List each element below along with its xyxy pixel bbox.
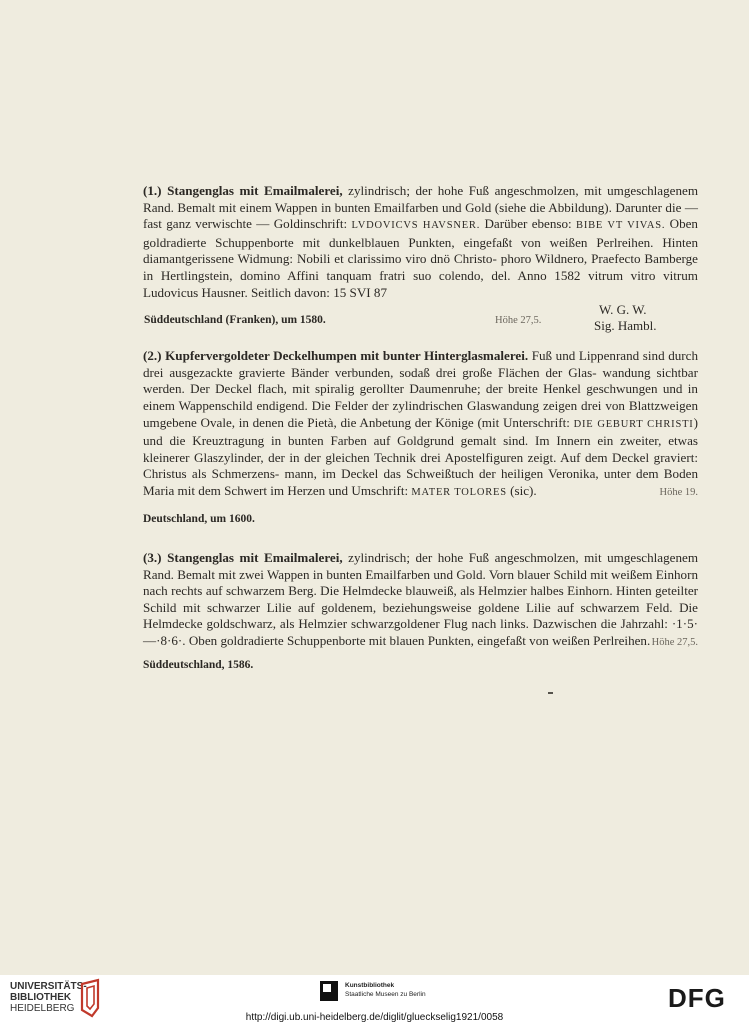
entry-1-line-7: del. Anno 1582 vitrum vitro vitrum Ludovicus Hausner. Seitlich davon: 15 SVI 87 (143, 267, 698, 300)
entry-2-number: (2.) (143, 348, 162, 364)
entry-2-inscription-1: DIE GEBURT CHRISTI (573, 418, 694, 430)
entry-3-line-1: zylindrisch; der hohe Fuß angeschmolzen, mit umgeschlagenem (342, 550, 698, 566)
entry-2-title: Kupfervergoldeter Deckelhumpen mit bunter Hinterglasmalerei. (165, 348, 529, 364)
entry-2-text (143, 348, 698, 501)
entry-2-line-1: Fuß und Lippenrand (528, 348, 640, 364)
ub-line-2: BIBLIOTHEK (10, 992, 72, 1003)
entry-2-line-3: wandung sichtbar werden. Der Deckel flach, mit spiralig gerollter Daumenruhe; der breite (143, 364, 698, 397)
entry-1-after-inscription: Darüber ebenso: (480, 216, 572, 232)
source-url[interactable]: http://digi.ub.uni-heidelberg.de/diglit/glueckselig1921/0058 (245, 1012, 504, 1023)
ub-line-3: HEIDELBERG (10, 1003, 75, 1014)
entry-1-line-2: Rand. Bemalt mit einem Wappen in bunten Emailfarben und Gold (siehe die Abbildung). (143, 199, 612, 215)
entry-3-title: Stangenglas mit Emailmalerei, (167, 550, 343, 566)
entry-2-line-5: Glaswandung zeigen drei von Blattzweigen umgebene Ovale, in denen die Pietà, die Anbetung (143, 397, 698, 430)
ub-heidelberg-logo[interactable] (10, 981, 87, 1014)
entry-3-line-5: goldene Lilie auf schwarzem Feld. Die Helmdecke goldschwarz, als Helmzier schwarzgoldener (143, 599, 698, 632)
entry-2-line-9: mann, im Deckel das Schweißtuch der heiligen Veronika, unter dem Boden Maria mit dem (143, 466, 698, 498)
dfg-text: DFG (668, 986, 726, 1010)
entry-2-origin: Deutschland, um 1600. (143, 512, 255, 525)
entry-3-number: (3.) (143, 550, 162, 566)
entry-1-line-1: zylindrisch; der hohe Fuß angeschmolzen, mit umgeschlagenem (342, 183, 698, 198)
page-mark (548, 692, 553, 694)
kb-line-2: Staatliche Museen zu Berlin (345, 991, 426, 998)
entry-2-line-2: sind durch drei ausgezackte gravierte Bänder verbunden, sodaß drei große Flächen der Glas- (143, 348, 699, 380)
entry-2-inscription-2: MATER TOLORES (411, 486, 507, 498)
entry-1-number: (1.) (143, 183, 162, 198)
entry-2-line-4: Henkel geschwungen und in einem Wappenschild endigend. Die Felder der zylindrischen (143, 381, 698, 413)
entry-3-text (143, 550, 698, 650)
entry-3-origin: Süddeutschland, 1586. (143, 658, 254, 671)
entry-2-line-7: auf Goldgrund gemalt sind. Im Innern ein zweiter, etwas kleinerer Glaszylinder, der in der (143, 433, 699, 465)
entry-1-height: Höhe 27,5. (495, 315, 542, 327)
entry-1-line-4: Oben goldradierte Schuppenborte mit dunkelblauen Punkten, eingefaßt von (143, 216, 698, 250)
entry-2-after-inscription-2: (sic). (506, 482, 537, 498)
entry-3-line-7: blauen Punkten, eingefaßt von weißen Perlreihen. (389, 633, 651, 649)
entry-2-line-10: Schwert im Herzen und Umschrift: (224, 482, 412, 498)
entry-1-motto: BIBE VT VIVAS. (576, 220, 666, 232)
entry-3-line-4: halbes Einhorn. Hinten geteilter Schild mit schwarzer Lilie auf goldenem, beziehungsweise (143, 583, 699, 615)
entry-1-inscription: LVDOVICVS HAVSNER. (351, 220, 481, 232)
entry-3-line-2: Rand. Bemalt mit zwei Wappen in bunten Emailfarben und Gold. Vorn blauer Schild mit (143, 566, 608, 582)
catalogue-text (143, 183, 698, 673)
entry-1-text (143, 183, 698, 301)
catalogue-entry-2 (143, 348, 698, 527)
entry-3-line-6: Flug nach links. Dazwischen die Jahrzahl: ·1·5·—·8·6·. Oben goldradierte Schuppenborte mit (143, 616, 698, 649)
entry-1-line-5: weißen Perlreihen. Hinten diamantgerissene Widmung: Nobili et clarissimo viro dnö Christo- (143, 234, 698, 267)
viewer-footer (0, 975, 749, 1025)
ub-line-1: UNIVERSITÄTS- (10, 981, 87, 992)
entry-2-height: Höhe 19. (659, 486, 698, 498)
entry-2-line-8: gleichen Technik drei Apostelfiguren zeigt. Auf dem Deckel graviert: Christus als Schmerzens- (143, 449, 698, 482)
kunstbibliothek-label[interactable] (345, 981, 426, 999)
entry-2-after-inscription-1: ) und die Kreuztragung in bunten Farben (143, 414, 698, 449)
entry-1-meta (143, 304, 698, 332)
catalogue-entry-3 (143, 550, 698, 673)
kunstbibliothek-logo-icon (319, 980, 339, 1002)
entry-1-line-6: phoro Wildnero, Praefecto Bamberge in Hertlingstein, domino Affini tanquam fratri suo colendo, (143, 251, 698, 283)
entry-1-signature: W. G. W. (599, 302, 647, 318)
entry-1-title: Stangenglas mit Emailmalerei, (167, 183, 343, 198)
entry-2-line-6: der Könige (mit Unterschrift: (414, 414, 574, 430)
entry-3-height: Höhe 27,5. (651, 637, 698, 649)
entry-3-line-3: weißem Einhorn nach rechts auf schwarzem Berg. Die Helmdecke blauweiß, als Helmzier (143, 566, 698, 599)
entry-1-origin: Süddeutschland (Franken), um 1580. (144, 314, 326, 327)
kb-line-1: Kunstbibliothek (345, 982, 395, 989)
dfg-logo[interactable] (668, 986, 740, 1010)
catalogue-entry-1 (143, 183, 698, 332)
entry-1-line-3: Darunter die — fast ganz verwischte — Goldinschrift: (143, 199, 699, 232)
entry-1-collection: Sig. Hambl. (594, 318, 657, 334)
